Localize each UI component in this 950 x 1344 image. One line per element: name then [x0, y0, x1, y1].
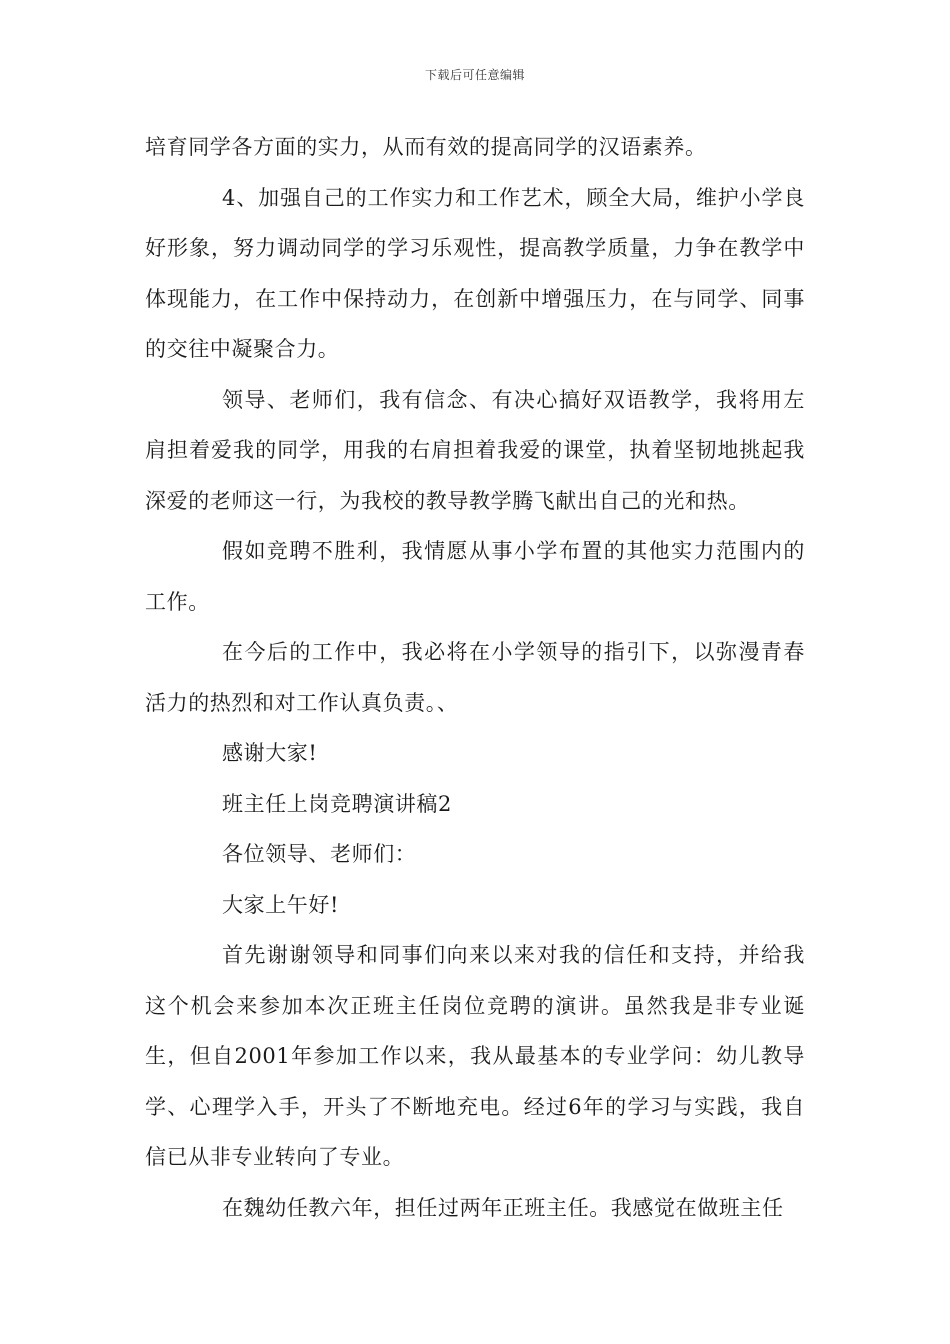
- page-header: 下载后可任意编辑: [424, 68, 525, 82]
- paragraph-6: 感谢大家!: [222, 741, 318, 765]
- document-body: [145, 122, 805, 1233]
- paragraph-10: 首先谢谢领导和同事们向来以来对我的信任和支持，并给我这个机会来参加本次正班主任岗位竞聘的演讲。虽然我是非专业诞生，但自2001年参加工作以来，我从最基本的专业学问：幼儿教导学、心理学入手，开头了不断地充电。经过6年的学习与实践，我自信已从非专业转向了专业。: [145, 943, 805, 1169]
- paragraph-2: 4、加强自己的工作实力和工作艺术，顾全大局，维护小学良好形象，努力调动同学的学习乐观性，提高教学质量，力争在教学中体现能力，在工作中保持动力，在创新中增强压力，在与同学、同事的交往中凝聚合力。: [145, 185, 805, 361]
- paragraph-1: 培育同学各方面的实力，从而有效的提高同学的汉语素养。: [145, 135, 707, 159]
- paragraph-3: 领导、老师们，我有信念、有决心搞好双语教学，我将用左肩担着爱我的同学，用我的右肩担着我爱的课堂，执着坚韧地挑起我深爱的老师这一行，为我校的教导教学腾飞献出自己的光和热。: [145, 387, 805, 513]
- section-title: 班主任上岗竞聘演讲稿2: [222, 791, 452, 816]
- paragraph-5: 在今后的工作中，我必将在小学领导的指引下，以弥漫青春活力的热烈和对工作认真负责。、: [145, 640, 805, 715]
- paragraph-4: 假如竞聘不胜利，我情愿从事小学布置的其他实力范围内的工作。: [145, 539, 805, 614]
- salutation: 各位领导、老师们：: [222, 842, 417, 866]
- paragraph-11: 在魏幼任教六年，担任过两年正班主任。我感觉在做班主任: [222, 1195, 784, 1220]
- greeting: 大家上午好!: [222, 892, 340, 917]
